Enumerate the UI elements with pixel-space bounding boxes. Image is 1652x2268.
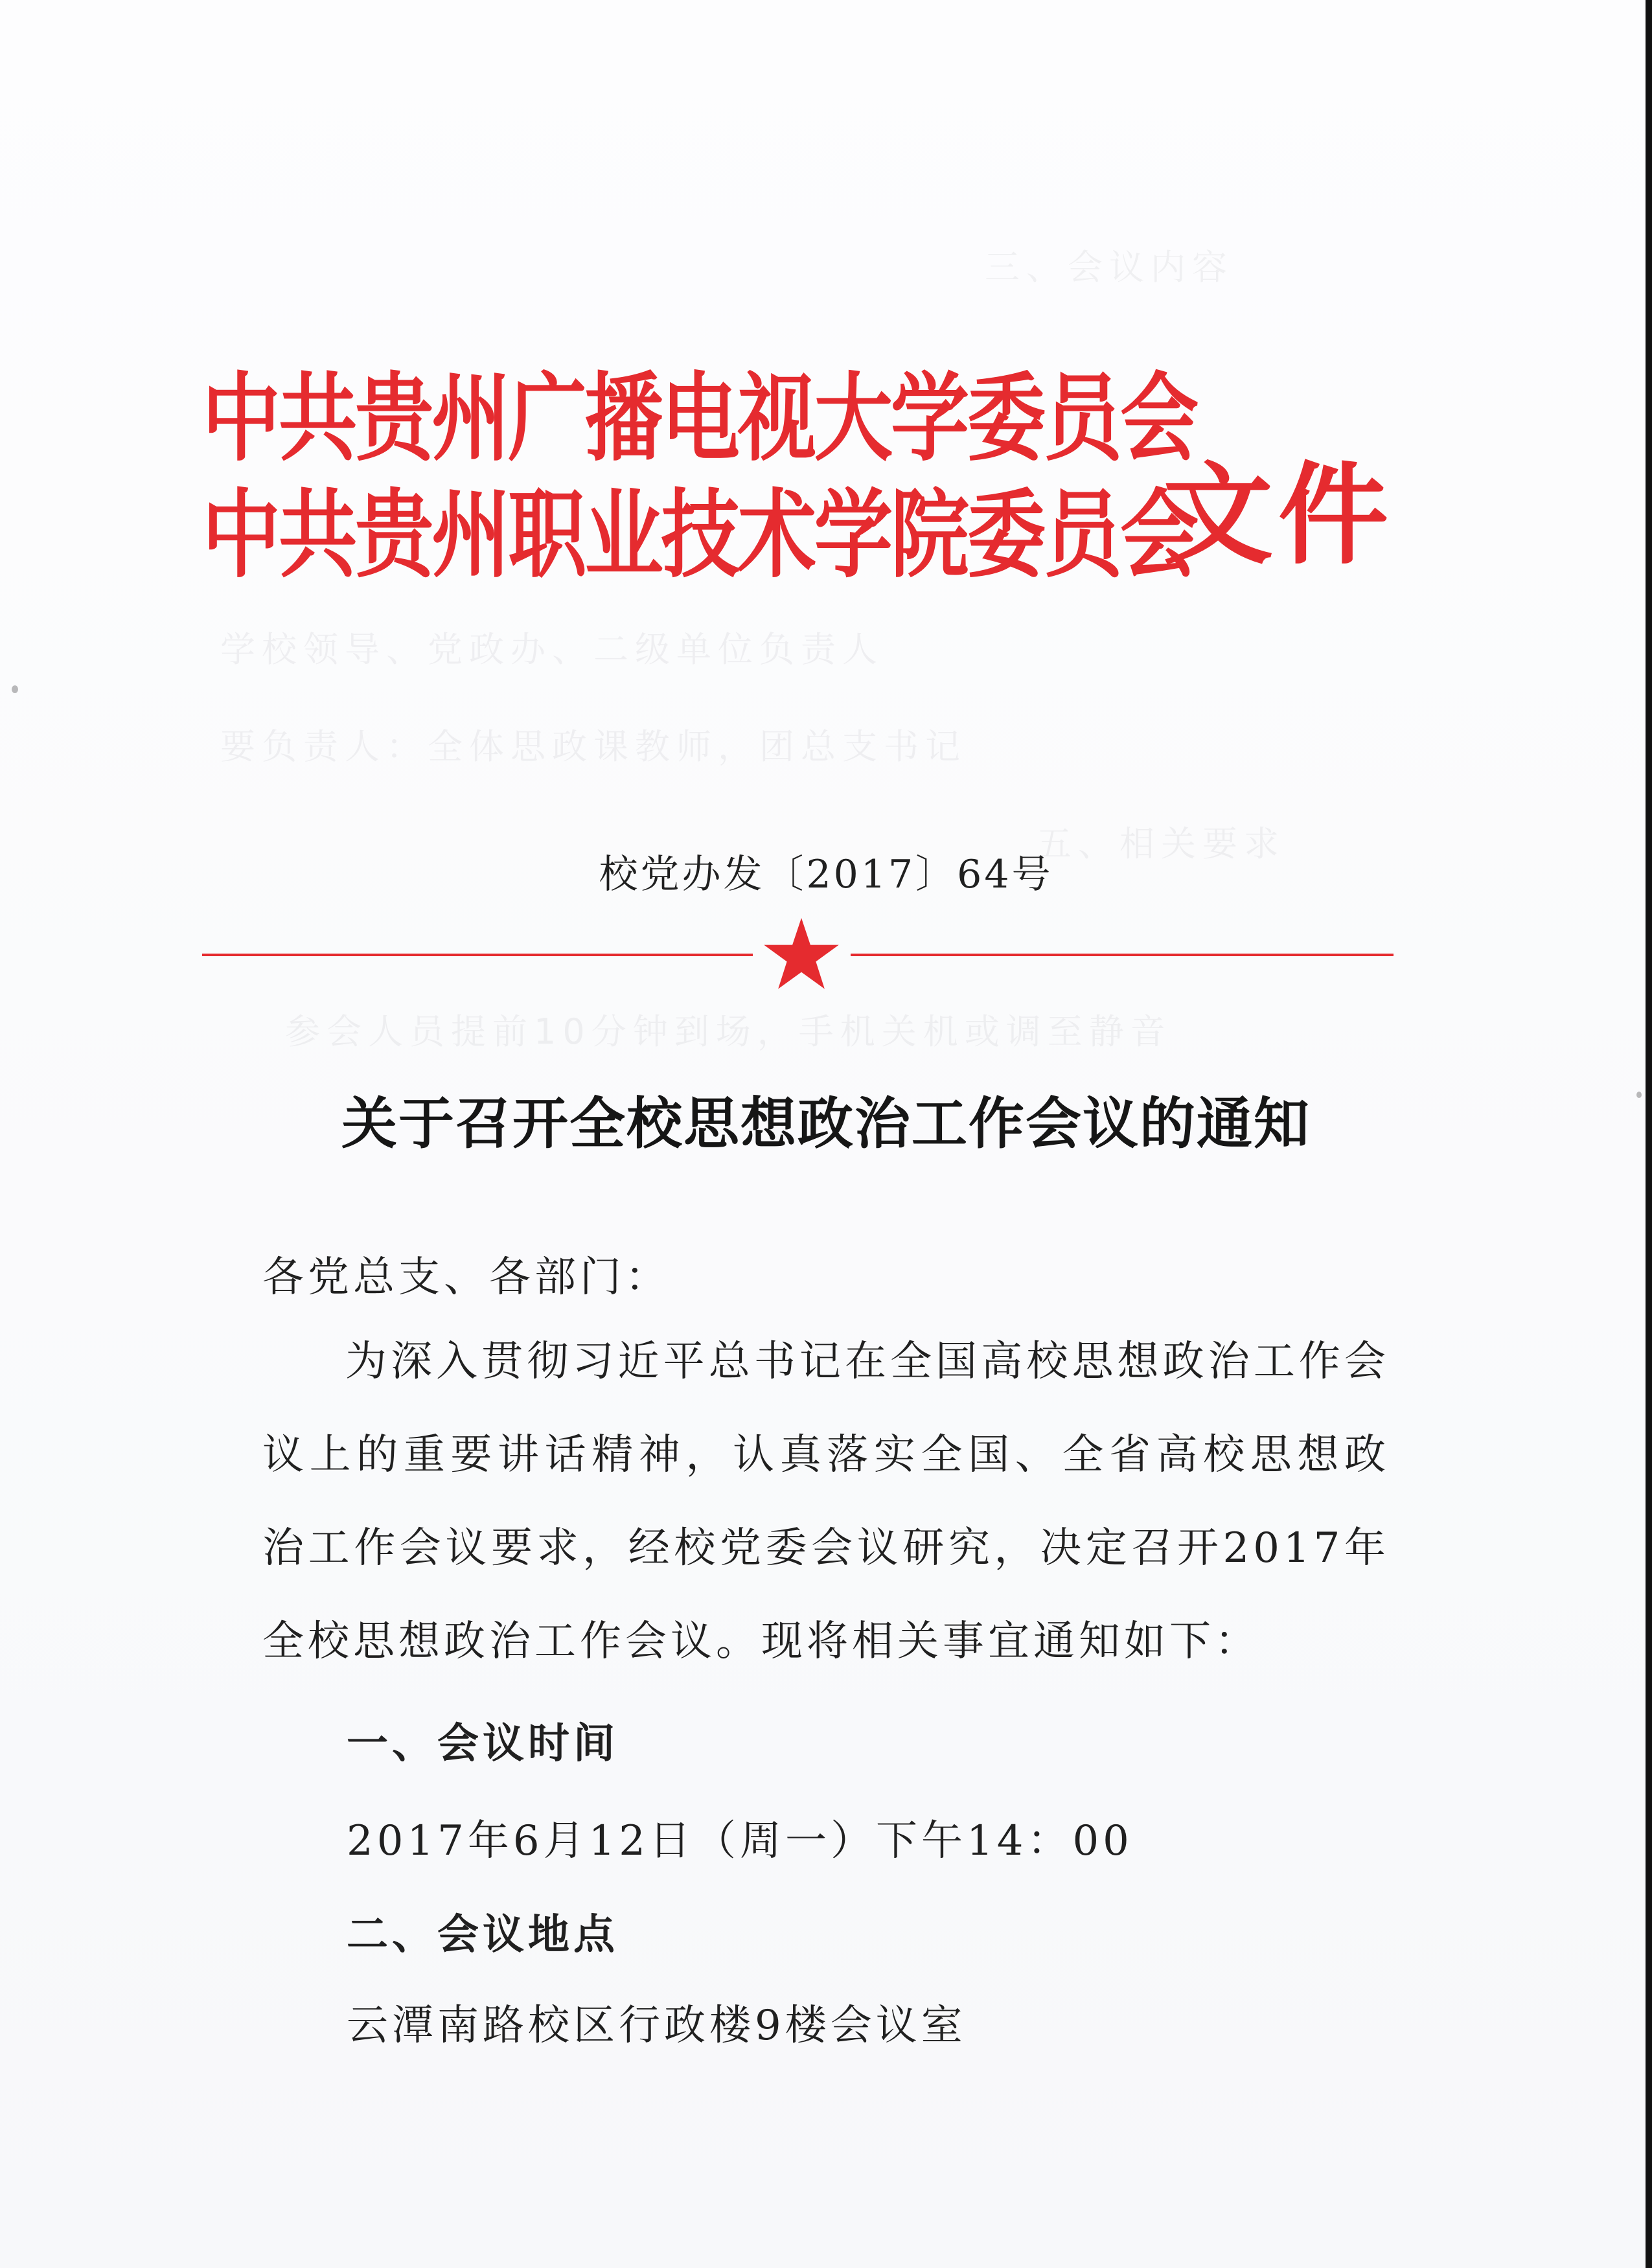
show-through-text: 五、相关要求 — [1037, 823, 1285, 864]
issuer-line: 中共贵州职业技术学院委员会 — [202, 478, 1197, 591]
red-rule-right — [851, 954, 1394, 956]
salutation: 各党总支、各部门： — [262, 1254, 671, 1301]
issuer-line: 中共贵州广播电视大学委员会 — [202, 361, 1197, 474]
show-through-text: 三、会议内容 — [985, 247, 1233, 288]
issuer-block — [202, 360, 1197, 593]
intro-paragraph: 为深入贯彻习近平总书记在全国高校思想政治工作会议上的重要讲话精神，认真落实全国、全省高校思想政治工作会议要求，经校党委会议研究，决定召开2017年全校思想政治工作会议。现将相关事宜通知如下： — [262, 1338, 1390, 1666]
document-title: 关于召开全校思想政治工作会议的通知 — [341, 1091, 1311, 1156]
show-through-text: 学校领导、党政办、二级单位负责人 — [220, 629, 884, 670]
section-content-time: 2017年6月12日（周一）下午14：00 — [347, 1817, 1133, 1865]
red-rule-left — [202, 954, 753, 956]
show-through-text: 要负责人：全体思政课教师，团总支书记 — [220, 726, 967, 767]
section-content-location: 云潭南路校区行政楼9楼会议室 — [347, 2002, 967, 2050]
section-heading-location: 二、会议地点 — [347, 1911, 619, 1959]
document-type-label: 文件 — [1163, 450, 1394, 580]
red-star-icon — [763, 918, 840, 991]
show-through-text: 参会人员提前10分钟到场，手机关机或调至静音 — [285, 1011, 1172, 1052]
section-heading-time: 一、会议时间 — [347, 1720, 619, 1768]
scan-speck — [12, 685, 18, 693]
document-number: 校党办发〔2017〕64号 — [599, 852, 1053, 897]
scan-speck — [1636, 1092, 1642, 1098]
